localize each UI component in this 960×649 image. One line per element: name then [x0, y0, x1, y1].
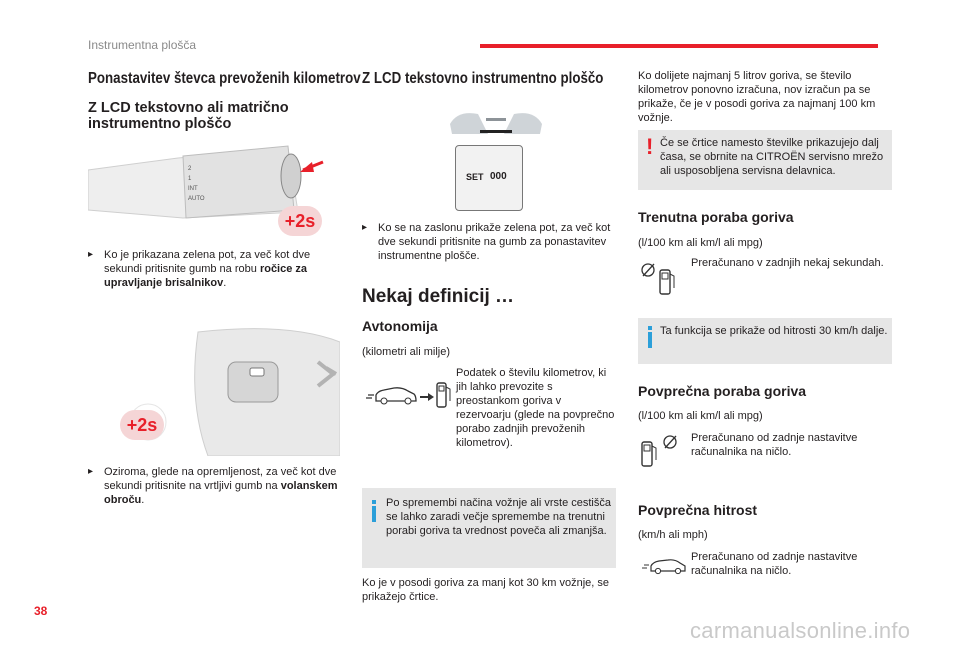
svg-text:1: 1: [188, 176, 192, 182]
lcd-display-panel: [455, 145, 523, 211]
average-speed-description: Preračunano od zadnje nastavitve računalnika na ničlo.: [691, 551, 858, 577]
badge-label: +2s: [284, 211, 316, 231]
refuel-note: Ko dolijete najmanj 5 litrov goriva, se število kilometrov ponovno izračuna, nov izračun pa se prikaže, če je v posodi goriva za najmanj 100 km vožnje.: [638, 70, 876, 124]
badge-label: +2s: [126, 415, 158, 435]
display-set-label: SET: [466, 172, 484, 182]
average-consumption-icon: [640, 434, 684, 468]
current-consumption-unit: (l/100 km ali km/l ali mpg): [638, 237, 763, 249]
svg-text:2: 2: [188, 166, 192, 172]
warning-icon: !: [646, 134, 654, 159]
instrument-cluster-icon: [448, 108, 544, 138]
header-accent-bar: [480, 44, 878, 48]
info-box-driving-mode: [362, 488, 616, 568]
bullet-steering-wheel: ▸ Oziroma, glede na opremljenost, za več kot dve sekundi pritisnite na vrtljivi gumb na volanskem obroču.: [88, 466, 338, 506]
info-text: Po spremembi načina vožnje ali vrste cestišča se lahko zaradi večje spremembe na trenutni porabi goriva ta vrednost poveča ali zmanjša.: [386, 497, 611, 537]
running-header: Instrumentna plošča: [88, 38, 197, 52]
bullet-triangle-icon: ▸: [88, 249, 94, 260]
average-speed-unit: (km/h ali mph): [638, 529, 708, 541]
info-icon-bar: [648, 332, 652, 348]
svg-text:AUTO: AUTO: [188, 196, 205, 202]
section-title-reset: Ponastavitev števca prevoženih kilometrov: [88, 70, 361, 87]
average-speed-car-icon: [641, 556, 687, 576]
warning-text: Če se črtice namesto številke prikazujejo dalj časa, se obrnite na CITROËN servisno mrežo ali usposobljena servisna delavnica.: [660, 137, 884, 177]
svg-text:INT: INT: [188, 186, 198, 192]
current-consumption-description: Preračunano v zadnjih nekaj sekundah.: [691, 257, 884, 269]
watermark: carmanualsonline.info: [690, 618, 911, 643]
current-consumption-title: Trenutna poraba goriva: [638, 209, 794, 225]
bullet-triangle-icon: ▸: [88, 466, 94, 477]
info-icon-dot: [372, 500, 376, 504]
bullet-reset-button: ▸ Ko se na zaslonu prikaže zelena pot, za več kot dve sekundi pritisnite na gumb za ponastavitev instrumentne plošče.: [362, 222, 611, 262]
autonomy-description: Podatek o številu kilometrov, ki jih lahko prevozite s preostankom goriva v rezervoarju (glede na povprečno porabo zadnjih prevoženih kilometrov).: [456, 367, 615, 449]
average-consumption-description: Preračunano od zadnje nastavitve računalnika na ničlo.: [691, 432, 858, 458]
bullet-triangle-icon: ▸: [362, 222, 368, 233]
bullet-wiper-stalk: ▸ Ko je prikazana zelena pot, za več kot dve sekundi pritisnite gumb na robu ročice za upravljanje brisalnikov.: [88, 249, 311, 289]
dashes-note: Ko je v posodi goriva za manj kot 30 km vožnje, se prikažejo črtice.: [362, 577, 610, 603]
page-number: 38: [34, 604, 48, 618]
subtitle-lcd-matrix: Z LCD tekstovno ali matrično instrumentno ploščo: [88, 100, 289, 132]
speed-threshold-text: Ta funkcija se prikaže od hitrosti 30 km/h dalje.: [660, 325, 888, 337]
section-title-lcd-text: Z LCD tekstovno instrumentno ploščo: [362, 70, 604, 87]
current-consumption-icon: [640, 262, 684, 296]
badge-hold-2s: [278, 206, 322, 236]
definitions-title: Nekaj definicij …: [362, 286, 515, 307]
average-consumption-unit: (l/100 km ali km/l ali mpg): [638, 410, 763, 422]
display-value: 000: [490, 171, 507, 182]
badge-hold-2s-second: [120, 410, 164, 440]
warning-box: [638, 130, 892, 190]
info-icon-bar: [372, 506, 376, 522]
range-car-fuel-icon: [364, 377, 454, 411]
autonomy-title: Avtonomija: [362, 318, 438, 334]
average-speed-title: Povprečna hitrost: [638, 502, 758, 518]
autonomy-unit: (kilometri ali milje): [362, 346, 451, 358]
average-consumption-title: Povprečna poraba goriva: [638, 383, 807, 399]
info-icon-dot: [648, 326, 652, 330]
info-box-speed-threshold: [638, 318, 892, 364]
